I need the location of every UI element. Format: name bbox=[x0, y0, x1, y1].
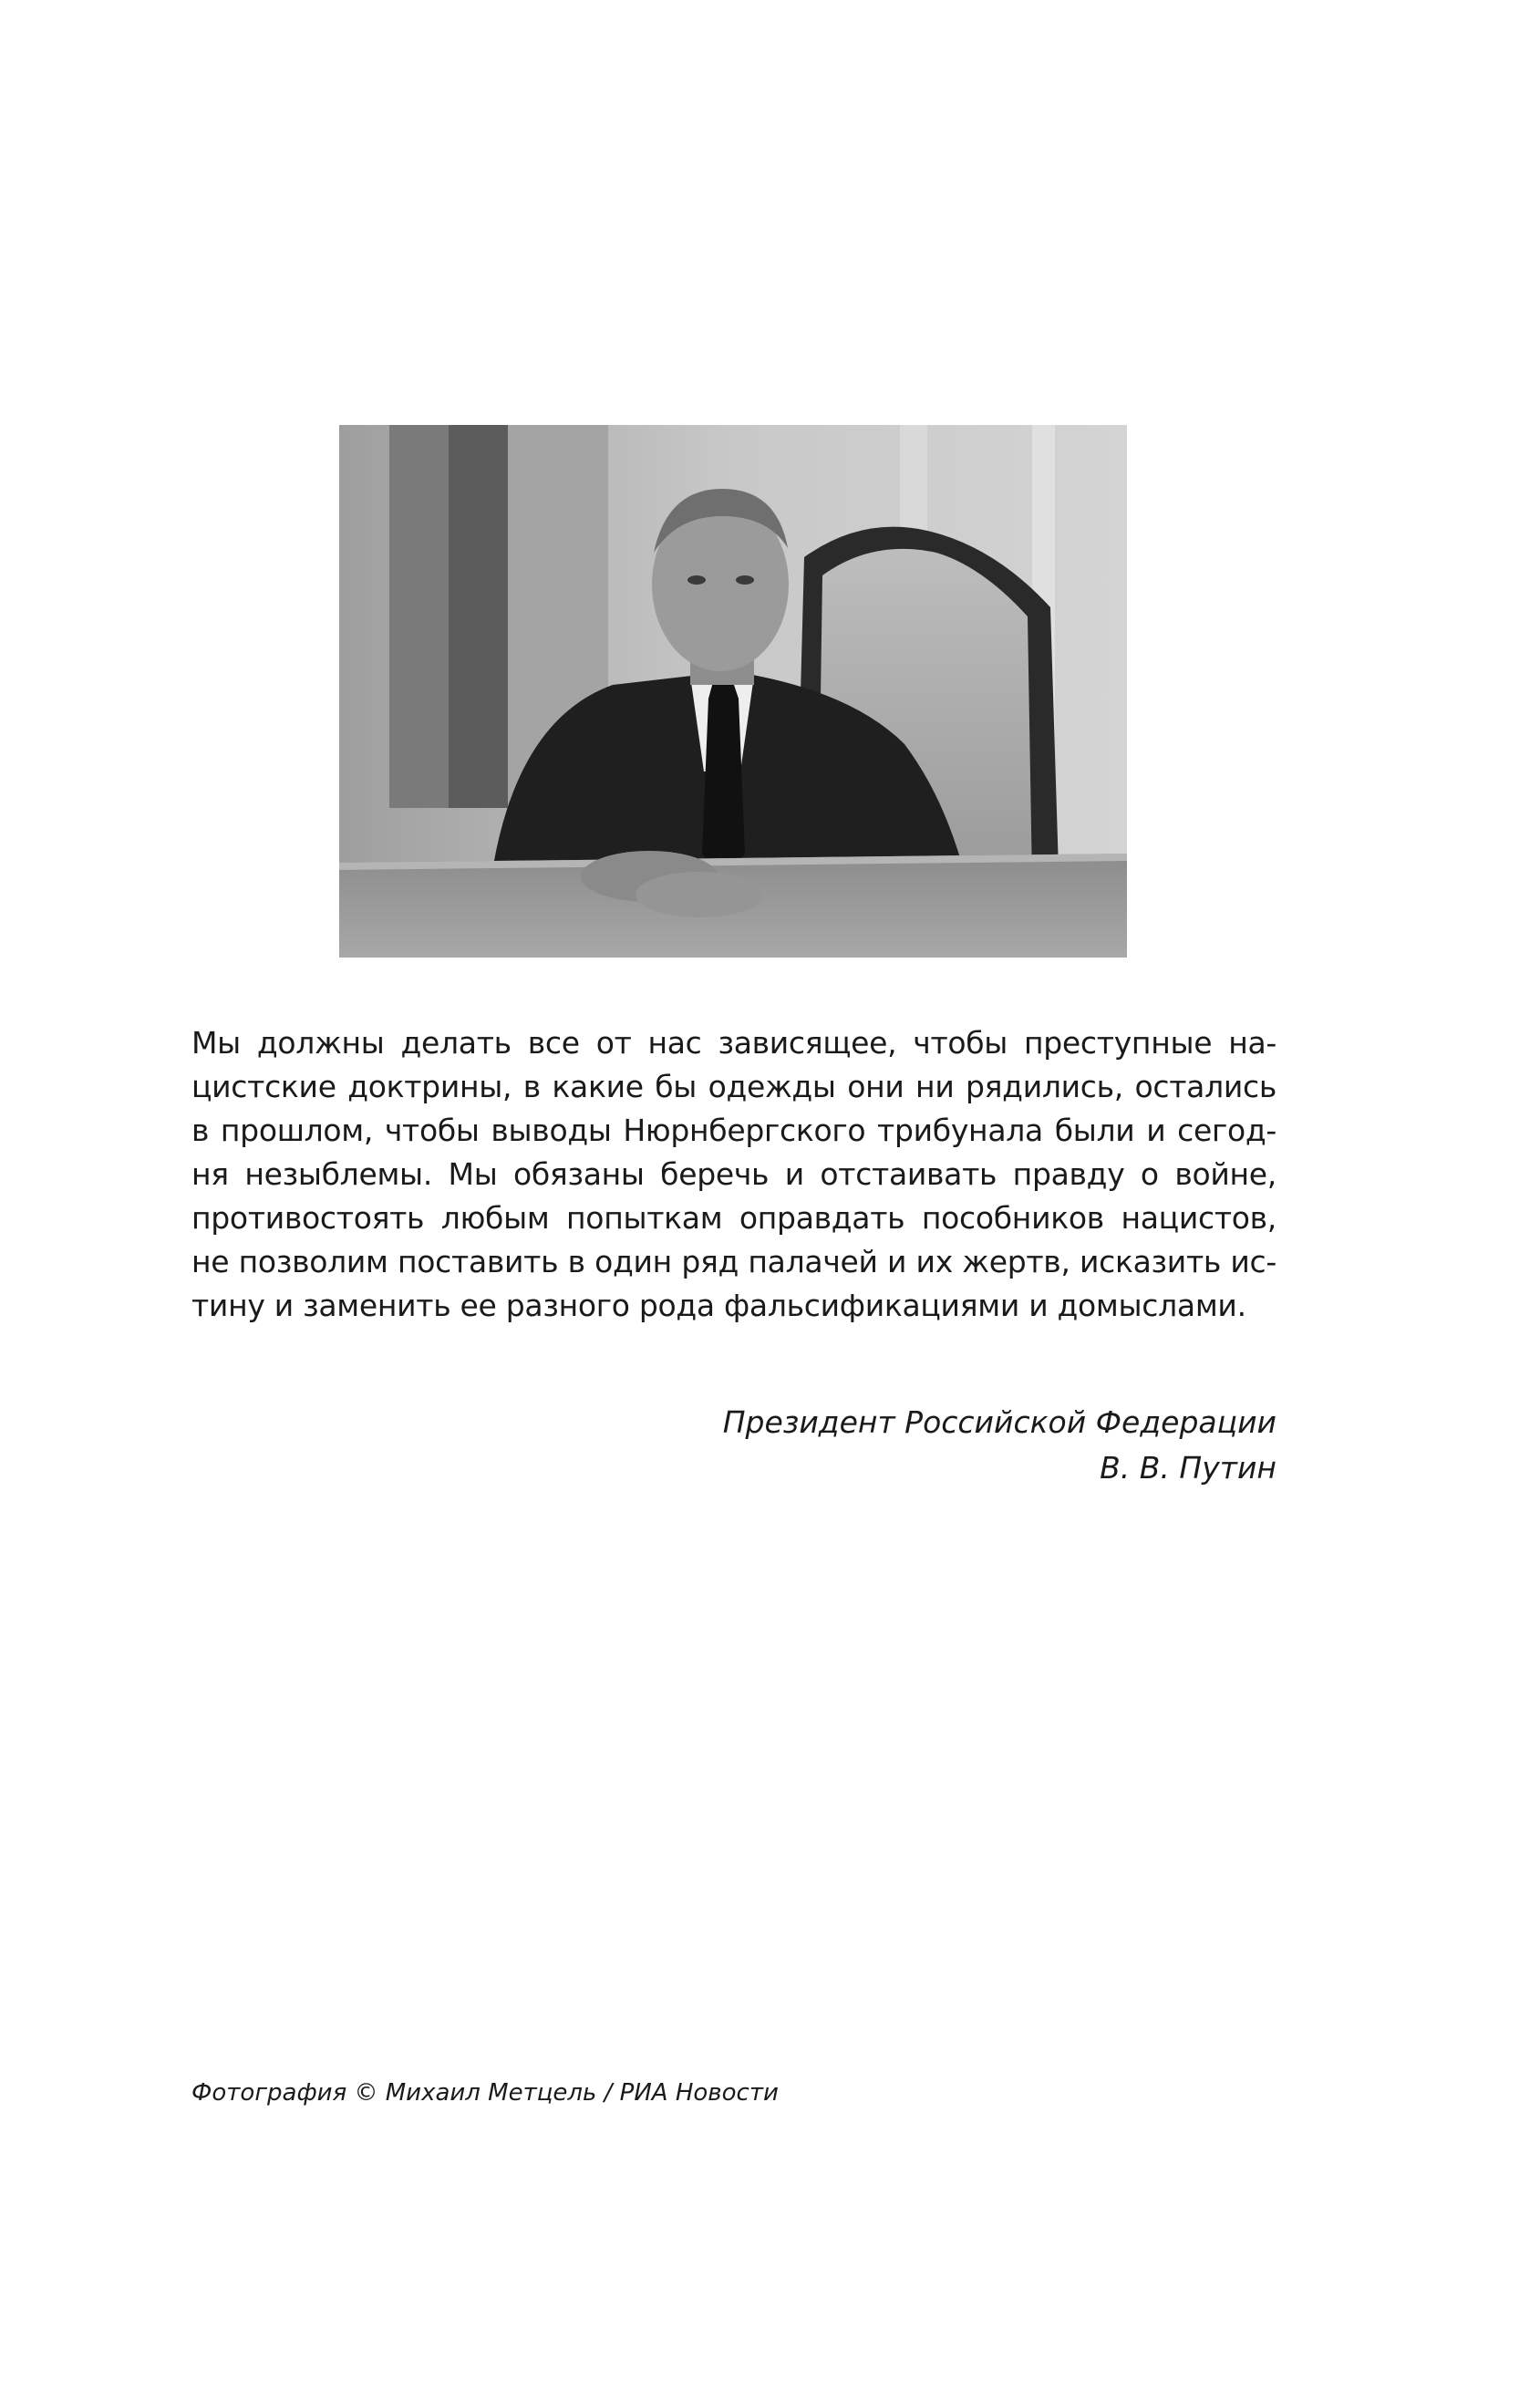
quote-line: Мы должны делать все от нас зависящее, чтобы преступные на- bbox=[191, 1025, 1276, 1061]
quote-line: в прошлом, чтобы выводы Нюрнбергского трибунала были и сегод- bbox=[191, 1113, 1276, 1148]
quote-line: не позволим поставить в один ряд палачей и их жертв, исказить ис- bbox=[191, 1244, 1276, 1279]
attribution-title: Президент Российской Федерации bbox=[722, 1404, 1276, 1440]
portrait-photo bbox=[339, 425, 1127, 958]
portrait-photo-image bbox=[339, 425, 1127, 958]
quote-line: цистские доктрины, в какие бы одежды они ни рядились, остались bbox=[191, 1069, 1276, 1104]
quote-line: противостоять любым попыткам оправдать пособников нацистов, bbox=[191, 1200, 1276, 1236]
attribution-name: В. В. Путин bbox=[1100, 1450, 1276, 1486]
quote-attribution bbox=[723, 1400, 1276, 1491]
quote-line: тину и заменить ее разного рода фальсификациями и домыслами. bbox=[191, 1288, 1246, 1323]
photo-credit: Фотография © Михаил Метцель / РИА Новости bbox=[191, 2079, 779, 2107]
quote-paragraph bbox=[191, 1021, 1276, 1328]
quote-line: ня незыблемы. Мы обязаны беречь и отстаивать правду о войне, bbox=[191, 1156, 1276, 1192]
